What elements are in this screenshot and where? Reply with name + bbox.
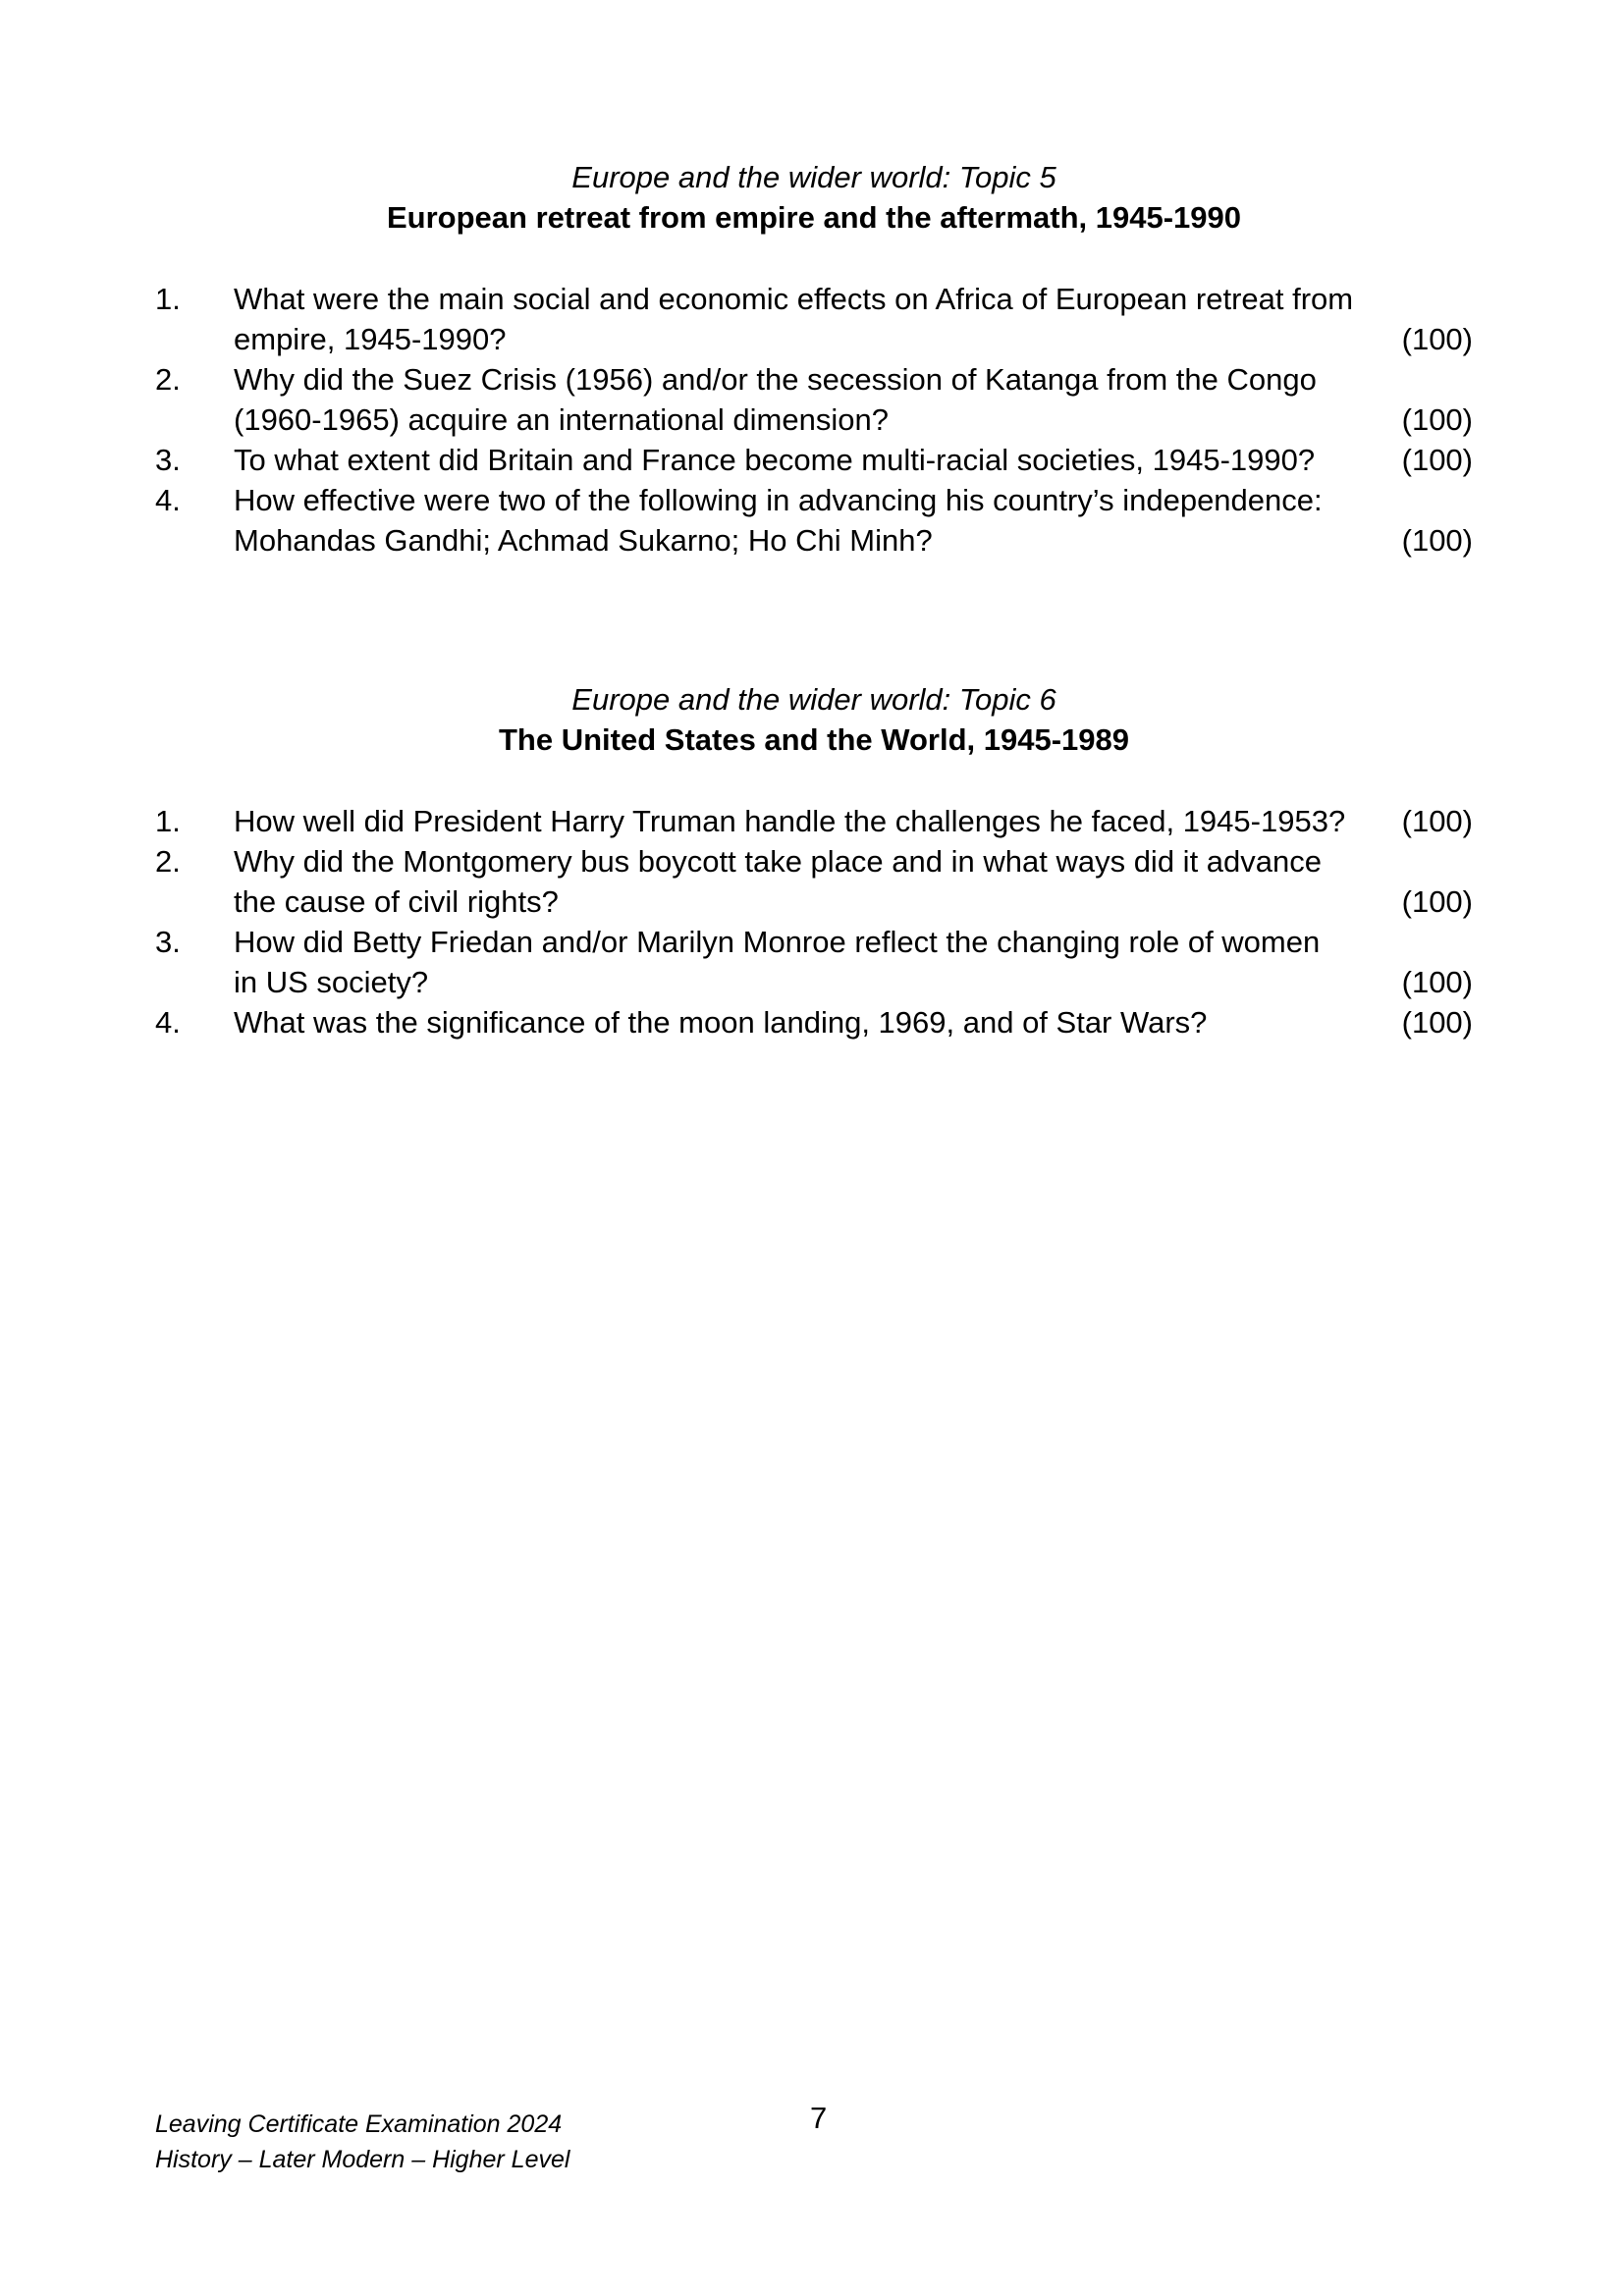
topic6-title: The United States and the World, 1945-1989	[499, 722, 1129, 757]
question-item	[155, 1002, 1473, 1042]
question-marks: (100)	[1401, 443, 1473, 477]
question-line-text: Mohandas Gandhi; Achmad Sukarno; Ho Chi Minh?	[234, 523, 933, 558]
question-text	[234, 1002, 1473, 1042]
footer-subject-level: History – Later Modern – Higher Level	[155, 2146, 570, 2173]
question-line-text: What was the significance of the moon landing, 1969, and of Star Wars?	[234, 1005, 1208, 1040]
question-line	[234, 922, 1473, 962]
question-line	[234, 279, 1473, 319]
footer-exam-name: Leaving Certificate Examination 2024	[155, 2110, 563, 2138]
question-marks: (100)	[1401, 1005, 1473, 1040]
question-line-text: To what extent did Britain and France become multi-racial societies, 1945-1990?	[234, 443, 1316, 477]
question-text	[234, 801, 1473, 841]
question-line	[234, 480, 1473, 520]
question-line-text: (1960-1965) acquire an international dimension?	[234, 402, 889, 437]
topic6-section	[155, 679, 1473, 1042]
question-marks: (100)	[1401, 523, 1473, 558]
question-number: 4.	[155, 1005, 181, 1040]
question-line-text: How did Betty Friedan and/or Marilyn Monroe reflect the changing role of women	[234, 925, 1321, 959]
question-line	[234, 962, 1473, 1002]
question-text	[234, 841, 1473, 922]
question-number: 1.	[155, 282, 181, 316]
question-line	[234, 801, 1473, 841]
question-item	[155, 480, 1473, 561]
question-text	[234, 480, 1473, 561]
question-line	[234, 319, 1473, 359]
question-number: 3.	[155, 443, 181, 477]
question-line	[234, 881, 1473, 922]
question-line-text: Why did the Montgomery bus boycott take place and in what ways did it advance	[234, 844, 1322, 879]
page-number: 7	[810, 2101, 828, 2135]
question-text	[234, 279, 1473, 359]
page-footer	[155, 2107, 569, 2177]
question-marks: (100)	[1401, 965, 1473, 999]
question-line-text: Why did the Suez Crisis (1956) and/or the secession of Katanga from the Congo	[234, 362, 1317, 397]
topic5-question-list	[155, 279, 1473, 561]
question-marks: (100)	[1401, 322, 1473, 356]
question-line-text: in US society?	[234, 965, 429, 999]
question-line-text: empire, 1945-1990?	[234, 322, 507, 356]
question-line-text: How well did President Harry Truman handle the challenges he faced, 1945-1953?	[234, 804, 1346, 838]
topic6-question-list	[155, 801, 1473, 1042]
question-line	[234, 1002, 1473, 1042]
question-marks: (100)	[1401, 402, 1473, 437]
question-text	[234, 359, 1473, 440]
question-item	[155, 841, 1473, 922]
question-number: 2.	[155, 362, 181, 397]
question-line	[234, 841, 1473, 881]
topic6-heading	[155, 679, 1473, 760]
question-number: 2.	[155, 844, 181, 879]
topic5-heading	[155, 157, 1473, 238]
question-item	[155, 440, 1473, 480]
topic5-section	[155, 157, 1473, 561]
question-item	[155, 279, 1473, 359]
question-number: 4.	[155, 483, 181, 517]
question-item	[155, 801, 1473, 841]
question-line-text: What were the main social and economic effects on Africa of European retreat from	[234, 282, 1354, 316]
question-line	[234, 359, 1473, 400]
question-line-text: the cause of civil rights?	[234, 884, 559, 919]
topic6-subtitle: Europe and the wider world: Topic 6	[571, 682, 1056, 717]
question-marks: (100)	[1401, 884, 1473, 919]
question-item	[155, 359, 1473, 440]
question-number: 3.	[155, 925, 181, 959]
question-line	[234, 440, 1473, 480]
question-line	[234, 400, 1473, 440]
question-marks: (100)	[1401, 804, 1473, 838]
question-item	[155, 922, 1473, 1002]
topic5-title: European retreat from empire and the aftermath, 1945-1990	[386, 200, 1242, 235]
question-number: 1.	[155, 804, 181, 838]
question-text	[234, 440, 1473, 480]
question-line-text: How effective were two of the following in advancing his country’s independence:	[234, 483, 1323, 517]
topic5-subtitle: Europe and the wider world: Topic 5	[571, 160, 1056, 194]
question-text	[234, 922, 1473, 1002]
question-line	[234, 520, 1473, 561]
